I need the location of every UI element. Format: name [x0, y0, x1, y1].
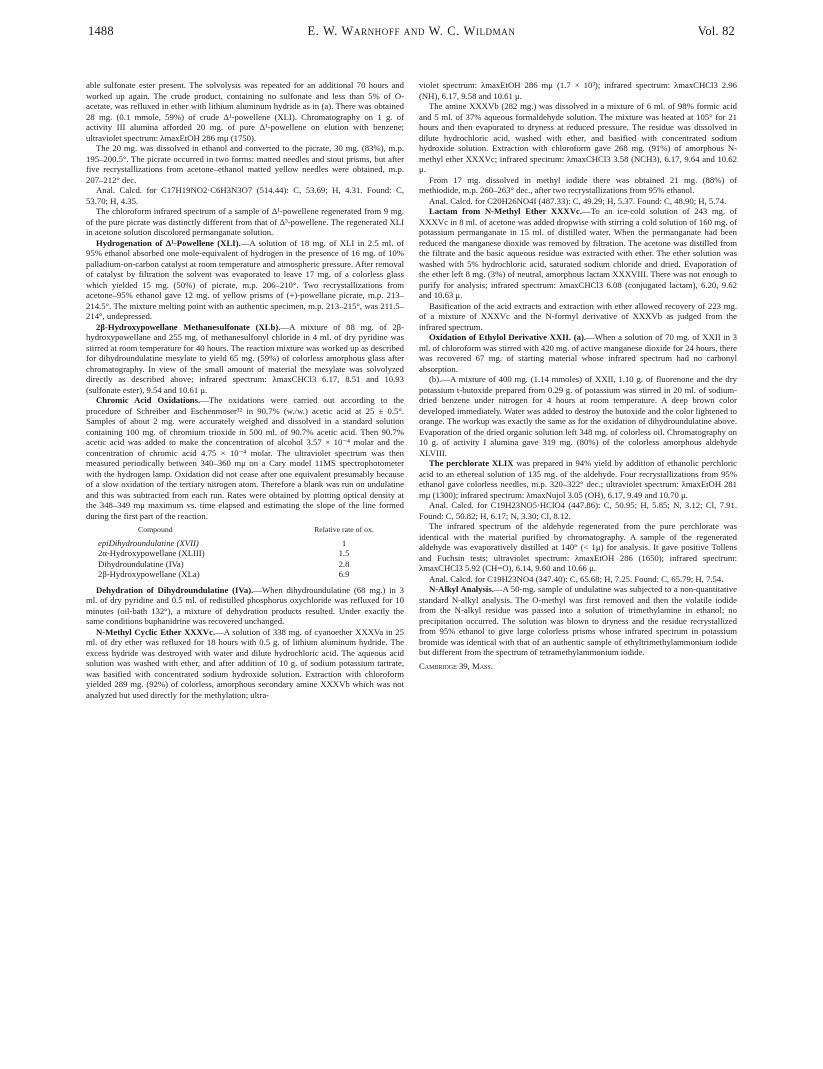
table-cell-rate: 6.9 — [338, 569, 350, 579]
section-heading: 2β-Hydroxypowellane Methanesulfonate (XLb). — [96, 321, 281, 332]
section-heading: Lactam from N-Methyl Ether XXXVc. — [429, 206, 583, 216]
paragraph — [86, 395, 404, 521]
section-heading: N-Methyl Cyclic Ether XXXVc. — [96, 626, 216, 637]
paragraph — [419, 584, 737, 658]
section-heading: N-Alkyl Analysis. — [429, 584, 494, 594]
analysis-paragraph: Anal. Calcd. for C17H19NO2·C6H3N3O7 (514.44): C, 53.69; H, 4.31. Found: C, 53.70; H, 4.35. — [86, 185, 404, 206]
paragraph-text: —The oxidations were carried out according to the procedure of Schreiber and Eschenmoser³² in 90.7% (w./w.) acetic acid at 25 ± 0.5°. Samples of about 2 mg. were accurately weighed and dissolved in a standard solution containing 100 mg. of chromium trioxide in 500 ml. of 90.7% acetic acid. Then 90.7% acetic acid was added to make the concentration of alcohol 3.57 × 10⁻⁴ molar and the concentration of chromic acid 4.75 × 10⁻⁴ molar. The ultraviolet spectrum was then measured periodically between 340–360 mμ on a Cary model 11MS spectrophotometer with the hydrogen lamp. Oxidation did not cease after one equivalent presumably because of a slow oxidation of the tertiary nitrogen atom. Therefore a blank was run on undulatine and this was subtracted from each run. Rates were obtained by plotting optical density at the 348–349 mμ maximum vs. time elapsed and estimating the slope of the line formed during the first part of the reaction. — [86, 395, 404, 521]
paragraph — [86, 585, 404, 627]
paragraph: (b).—A mixture of 400 mg. (1.14 mmoles) of XXII, 1.10 g. of fluorenone and the dry potassium t-butoxide prepared from 0.29 g. of potassium was stirred in 20 ml. of sodium-dried benzene under nitrogen for 4 hours at room temperature. A deep brown color developed immediately. Water was added to destroy the butoxide and the color lightened to orange. The workup was exactly the same as for the oxidation of dihydroundulatine above. Evaporation of the dried organic solution left 348 mg. of colorless oil. Chromatography on 10 g. of activity I alumina gave 319 mg. (80%) of the colorless amorphous aldehyde XLVIII. — [419, 374, 737, 458]
volume-number: Vol. 82 — [697, 24, 735, 38]
paragraph: The chloroform infrared spectrum of a sample of Δ¹-powellene regenerated from 9 mg. of the pure picrate was distinctly different from that of Δ³-powellene. The regenerated XLI in acetone solution discolored permanganate solution. — [86, 206, 404, 237]
table-cell-compound: 2β-Hydroxypowellane (XLa) — [98, 569, 200, 579]
oxidation-rate-table — [86, 524, 404, 580]
analysis-paragraph: Anal. Calcd. for C19H23NO4 (347.40): C, 65.68; H, 7.25. Found: C, 65.79; H, 7.54. — [429, 573, 724, 584]
paragraph-text: —When dihydroundulatine (68 mg.) in 3 ml. of dry pyridine and 0.5 ml. of redistilled phosphorus oxychloride was refluxed for 10 minutes (oil-bath 132°), a mixture of dehydration products resulted. Under exactly the same conditions buphanidrine was recovered unchanged. — [86, 584, 404, 626]
table-row — [86, 548, 404, 559]
table-header-rate: Relative rate of ox. — [314, 525, 374, 534]
section-heading: The perchlorate XLIX — [429, 458, 514, 468]
table-row — [86, 569, 404, 580]
paragraph-text: —A solution of 18 mg. of XLI in 2.5 ml. of 95% ethanol absorbed one mole-equivalent of hydrogen in the presence of 16 mg. of 10% palladium-on-carbon catalyst at room temperature and atmospheric pressure. After removal of catalyst by filtration the solvent was evaporated to leave 17 mg. of a colorless glass which yielded 15 mg. (50%) of picrate, m.p. 206–210°. Two recrystallizations from acetone–95% ethanol gave 12 mg. of yellow prisms of (+)-powellane picrate, m.p. 213–214.5°. The mixture melting point with an authentic specimen, m.p. 213–215°, was 211.5–214°, undepressed. — [86, 237, 404, 321]
paragraph-text: —A 50-mg. sample of undulatine was subjected to a non-quantitative standard N-alkyl analysis. The O-methyl was first removed and then the volatile iodide from the N-alkyl residue was passed into a solution of trimethylamine in ethanol; no precipitation occurred. The solution was blown to dryness and the residue recrystallized from 95% ethanol to give large colorless prisms whose infrared spectrum in potassium bromide was identical with that of an authentic sample of ethyltrimethylammonium iodide but different from the spectrum of tetramethylammonium iodide. — [419, 584, 737, 657]
paragraph: violet spectrum: λmaxEtOH 286 mμ (1.7 × 10³); infrared spectrum: λmaxCHCl3 2.96 (NH), 6.17, 9.58 and 10.61 μ. — [419, 80, 737, 101]
table-row — [86, 538, 404, 549]
section-heading: Oxidation of Ethylol Derivative XXII. (a). — [429, 332, 587, 342]
left-column — [86, 80, 404, 1055]
table-cell-rate: 1.5 — [338, 548, 350, 558]
right-column — [419, 80, 737, 1055]
paragraph — [86, 322, 404, 396]
analysis-paragraph: Anal. Calcd. for C20H26NO4I (487.33): C, 49.29; H, 5.37. Found: C, 48.90; H, 5.74. — [429, 195, 727, 206]
section-heading: Hydrogenation of Δ¹-Powellene (XLI). — [96, 237, 241, 248]
section-heading: Chromic Acid Oxidations. — [96, 395, 201, 405]
paragraph-text: —When a solution of 70 mg. of XXII in 3 ml. of chloroform was stirred with 420 mg. of active manganese dioxide for 24 hours, there was recovered 67 mg. of starting material whose infrared spectrum had no carbonyl absorption. — [419, 332, 737, 374]
table-cell-compound: Dihydroundulatine (IVa) — [98, 558, 184, 569]
paragraph: The amine XXXVb (282 mg.) was dissolved in a mixture of 6 ml. of 98% formic acid and 5 ml. of 37% aqueous formaldehyde solution. The mixture was heated at 105° for 21 hours and then evaporated to dryness at reduced pressure. The residue was dissolved in dilute hydrochloric acid, washed with ether, and basified with concentrated sodium hydroxide solution. Extraction with chloroform gave 268 mg. (91%) of amorphous N-methyl ether XXXVc; infrared spectrum: λmaxCHCl3 3.58 (NCH3), 6.17, 9.64 and 10.62 μ. — [419, 101, 737, 174]
paragraph-text: —A solution of 338 mg. of cyanoether XXXVa in 25 ml. of dry ether was refluxed for 18 hours with 0.5 g. of lithium aluminum hydride. The excess hydride was destroyed with water and dilute hydrochloric acid. The aqueous acid solution was washed with ether, and after addition of 10 g. of sodium potassium tartrate, was basified with concentrated sodium hydroxide solution. Extraction with chloroform yielded 289 mg. (92%) of colorless, amorphous secondary amine XXXVb which was not analyzed but used directly for the methylation; ultra- — [86, 626, 404, 700]
page-number: 1488 — [88, 24, 114, 38]
paragraph-text: —A mixture of 88 mg. of 2β-hydroxypowellane and 255 mg. of methanesulfonyl chloride in 4 ml. of dry pyridine was stirred at room temperature for 40 hours. The reaction mixture was worked up as described for dihydroundulatine mesylate to yield 65 mg. (59%) of colorless amorphous glass after chromatography. In view of the small amount of material the mesylate was solvolyzed directly as described above; infrared spectrum: λmaxCHCl3 6.17, 8.51 and 10.93 (sulfonate ester), 9.54 and 10.61 μ. — [86, 321, 404, 395]
section-heading: Dehydration of Dihydroundulatine (IVa). — [96, 584, 254, 595]
paragraph: The infrared spectrum of the aldehyde regenerated from the pure perchlorate was identical with the material purified by chromatography. A sample of the regenerated aldehyde was evaporatively distilled at 140° (< 1μ) for analysis. It gave positive Tollens and Fuchsin tests; ultraviolet spectrum: λmaxEtOH 286 (1650); infrared spectrum: λmaxCHCl3 5.92 (CH=O), 6.14, 9.60 and 10.66 μ. — [419, 521, 737, 573]
table-cell-compound: epiDihydroundulatine (XVII) — [98, 537, 199, 548]
page-header — [88, 24, 735, 46]
paragraph: Basification of the acid extracts and extraction with ether allowed recovery of 223 mg. of a mixture of XXXVc and the N-formyl derivative of XXXVb as judged from the infrared spectrum. — [419, 300, 737, 332]
paragraph — [419, 206, 737, 301]
paragraph-text: —To an ice-cold solution of 243 mg. of XXXVc in 8 ml. of acetone was added dropwise with stirring a cold solution of 160 mg. of potassium permanganate in 15 ml. of distilled water. When the permanganate had been reduced the manganese dioxide was removed by filtration. The acetone was distilled from the filtrate and the basic aqueous residue was extracted with ether. The ether solution was washed with 5% hydrochloric acid, saturated sodium chloride and dried. Evaporation of the ether left 8 mg. (3%) of neutral, amorphous lactam XXXVIII. There was not enough to purify for analysis; infrared spectrum: λmaxCHCl3 6.08 (conjugated lactam), 6.20, 9.62 and 10.63 μ. — [419, 206, 737, 300]
table-cell-rate: 2.8 — [338, 558, 350, 569]
table-row — [86, 559, 404, 570]
paragraph: The 20 mg. was dissolved in ethanol and converted to the picrate, 30 mg. (83%), m.p. 195–200.5°. The picrate occurred in two forms: matted needles and stout prisms, but after five recrystallizations from acetone–ethanol matted yellow needles were obtained, m.p. 207–212° dec. — [86, 143, 404, 185]
paragraph — [419, 458, 737, 500]
paragraph — [86, 627, 404, 701]
author-location: Cambridge 39, Mass. — [419, 660, 493, 671]
table-cell-compound: 2α-Hydroxypowellane (XLIII) — [98, 548, 205, 558]
paragraph: From 17 mg. dissolved in methyl iodide there was obtained 21 mg. (88%) of methiodide, m.p. 260–263° dec., after two recrystallizations from 95% ethanol. — [419, 174, 737, 195]
table-header-compound: Compound — [138, 525, 173, 534]
paragraph — [419, 332, 737, 374]
running-title: E. W. Warnhoff and W. C. Wildman — [307, 24, 516, 38]
table-cell-rate: 1 — [341, 537, 347, 548]
paragraph: able sulfonate ester present. The solvolysis was repeated for an additional 70 hours and worked up again. The crude product, containing no sulfonate and less than 5% of O-acetate, was refluxed in ether with lithium aluminum hydride as in (a). There was obtained 28 mg. (0.1 mmole, 59%) of crude Δ¹-powellene (XLI). Chromatography on 1 g. of activity III alumina afforded 20 mg. of pure Δ¹-powellene on elution with benzene; ultraviolet spectrum: λmaxEtOH 286 mμ (1750). — [86, 80, 404, 143]
paragraph — [86, 238, 404, 322]
analysis-paragraph: Anal. Calcd. for C19H23NO5·HClO4 (447.86): C, 50.95; H, 5.85; N, 3.12; Cl, 7.91. Found: C, 50.82; H, 6.17; N, 3.30; Cl, 8.12. — [419, 500, 737, 521]
paragraph-text: was prepared in 94% yield by addition of ethanolic perchloric acid to an ethereal solution of 135 mg. of the aldehyde. Four recrystallizations from 95% ethanol gave colorless needles, m.p. 320–322° dec.; ultraviolet spectrum: λmaxEtOH 281 mμ (1300); infrared spectrum: λmaxNujol 3.05 (OH), 6.17, 9.49 and 10.70 μ. — [419, 458, 737, 500]
